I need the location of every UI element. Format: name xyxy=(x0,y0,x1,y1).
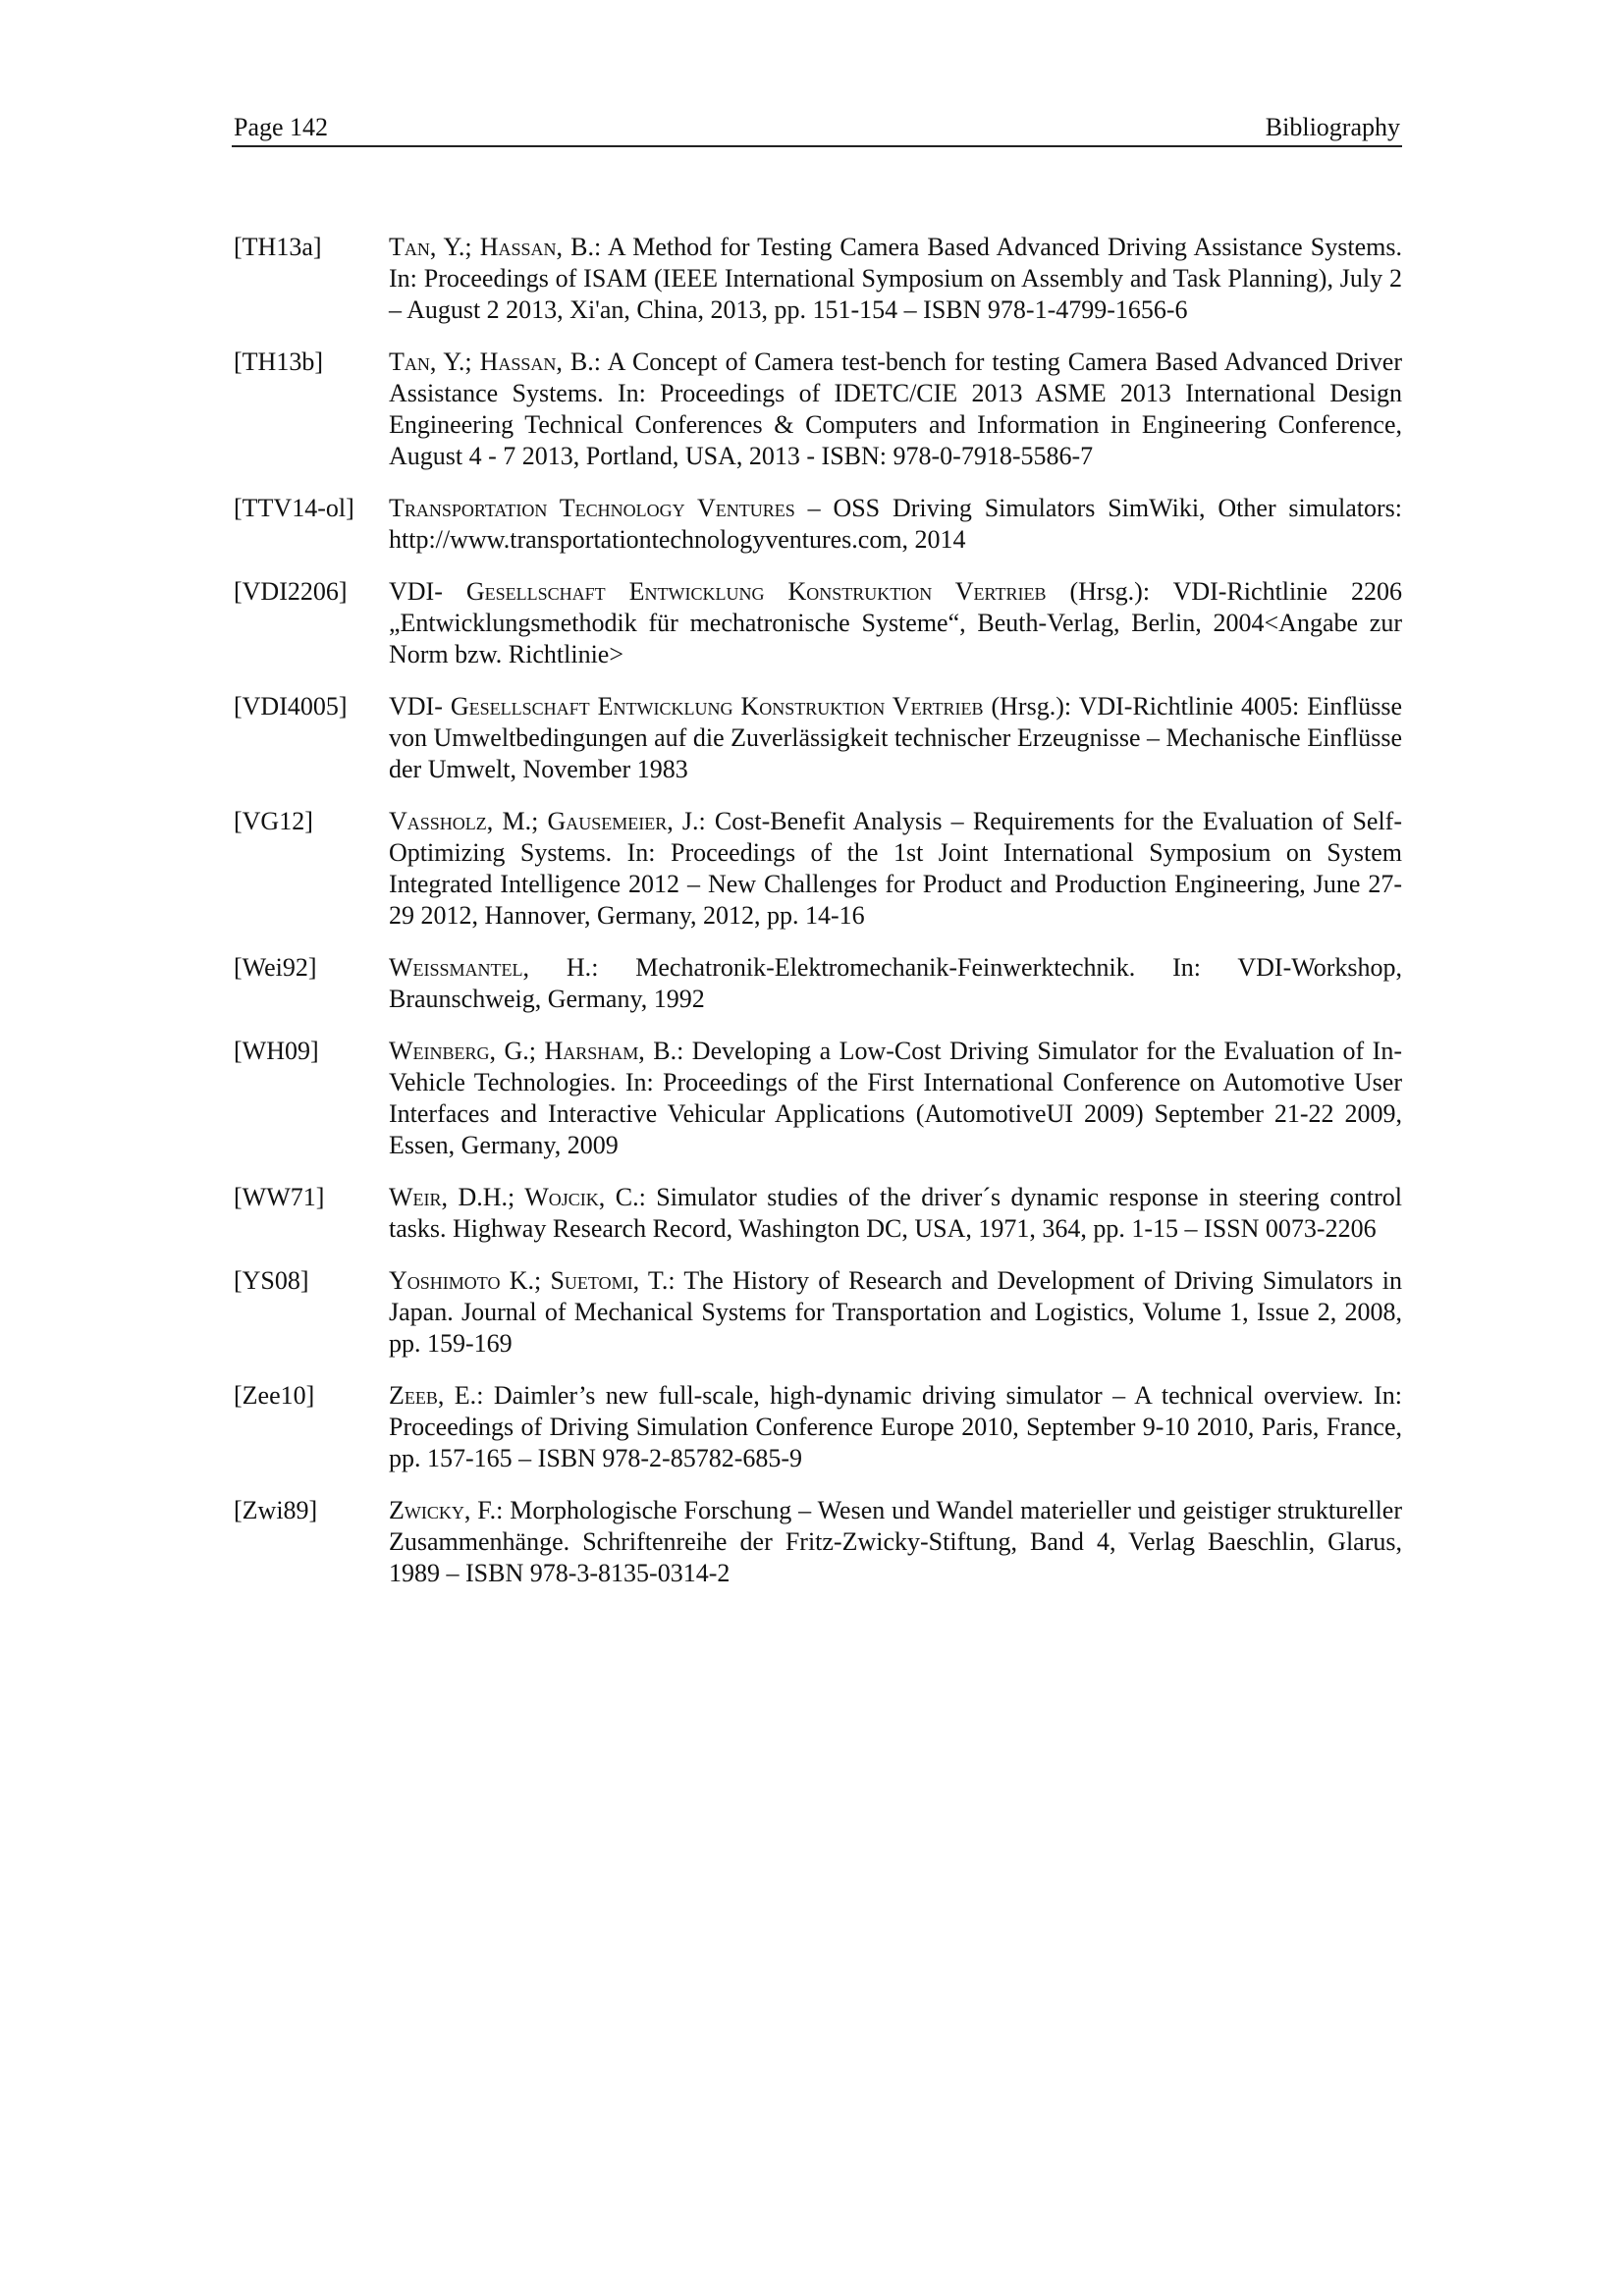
bib-key: [VDI2206] xyxy=(234,577,348,606)
bib-reference xyxy=(389,806,1402,932)
bib-entry xyxy=(234,691,1402,785)
bib-entry xyxy=(234,1380,1402,1474)
bib-reference xyxy=(389,952,1402,1015)
bib-entry xyxy=(234,347,1402,472)
bib-entry xyxy=(234,493,1402,556)
bib-entry xyxy=(234,1182,1402,1245)
bib-key: [WW71] xyxy=(234,1183,325,1211)
bib-entry xyxy=(234,232,1402,326)
bib-entry xyxy=(234,952,1402,1015)
bib-key: [TH13a] xyxy=(234,233,322,261)
page-number: Page 142 xyxy=(234,113,329,141)
bib-details: : Simulator studies of the driver´s dynamic response in steering control tasks. Highway Research Record, Washington DC, USA, 1971, 364, pp. 1-15 – ISSN 0073-2206 xyxy=(389,1183,1403,1243)
bib-authors: Weißmantel, H. xyxy=(389,953,592,982)
bib-authors: VDI- Gesellschaft Entwicklung Konstruktion Vertrieb xyxy=(389,692,984,721)
bib-reference xyxy=(389,576,1402,670)
bib-details: : Cost-Benefit Analysis – Requirements for the Evaluation of Self-Optimizing Systems. In: Proceedings of the 1st Joint International Symposium on System Integrated Intelligence 2012 – New Challenges for Product and Production Engineering, June 27-29 2012, Hannover, Germany, 2012, pp. 14-16 xyxy=(389,807,1402,930)
bib-key: [YS08] xyxy=(234,1266,309,1295)
bib-entry xyxy=(234,1495,1402,1589)
bib-details: : The History of Research and Development of Driving Simulators in Japan. Journal of Mechanical Systems for Transportation and Logistics, Volume 1, Issue 2, 2008, pp. 159-169 xyxy=(389,1266,1403,1358)
bib-authors: Transportation Technology Ventures xyxy=(389,494,795,522)
bibliography-list xyxy=(234,232,1402,1610)
bib-reference xyxy=(389,493,1402,556)
bib-details: : A Concept of Camera test-bench for testing Camera Based Advanced Driver Assistance Systems. In: Proceedings of IDETC/CIE 2013 ASME 2013 International Design Engineering Technical Conferences & Computers and Information in Engineering Conference, August 4 - 7 2013, Portland, USA, 2013 - ISBN: 978-0-7918-5586-7 xyxy=(389,347,1402,470)
bib-entry xyxy=(234,576,1402,670)
bib-authors: Vaßholz, M.; Gausemeier, J. xyxy=(389,807,699,835)
bib-authors: Yoshimoto K.; Suetomi, T. xyxy=(389,1266,669,1295)
section-title: Bibliography xyxy=(1265,113,1400,141)
bib-key: [WH09] xyxy=(234,1037,319,1065)
bib-authors: Zwicky, F. xyxy=(389,1496,497,1524)
bib-authors: Weinberg, G.; Harsham, B. xyxy=(389,1037,677,1065)
bib-details: – OSS Driving Simulators SimWiki, Other simulators: http://www.transportationtechnologyventures.com, 2014 xyxy=(389,494,1402,554)
bib-reference xyxy=(389,1380,1402,1474)
bib-reference xyxy=(389,1036,1402,1161)
bib-key: [VDI4005] xyxy=(234,692,348,721)
bib-authors: Zeeb, E. xyxy=(389,1381,477,1410)
bib-reference xyxy=(389,1495,1402,1589)
bib-entry xyxy=(234,1265,1402,1360)
bib-details: : A Method for Testing Camera Based Advanced Driving Assistance Systems. In: Proceedings of ISAM (IEEE International Symposium on Assembly and Task Planning), July 2 – August 2 2013, Xi'an, China, 2013, pp. 151-154 – ISBN 978-1-4799-1656-6 xyxy=(389,233,1402,324)
bib-entry xyxy=(234,806,1402,932)
bib-key: [TH13b] xyxy=(234,347,323,376)
bib-reference xyxy=(389,1265,1402,1360)
bib-reference xyxy=(389,1182,1402,1245)
bib-key: [TTV14-ol] xyxy=(234,494,354,522)
bib-details: (Hrsg.): VDI-Richtlinie 2206 „Entwicklungsmethodik für mechatronische Systeme“, Beuth-Verlag, Berlin, 2004<Angabe zur Norm bzw. Richtlinie> xyxy=(389,577,1402,668)
bib-entry xyxy=(234,1036,1402,1161)
bib-authors: Tan, Y.; Hassan, B. xyxy=(389,347,594,376)
bib-details: : Mechatronik-Elektromechanik-Feinwerktechnik. In: VDI-Workshop, Braunschweig, Germany, 1992 xyxy=(389,953,1402,1013)
bib-reference xyxy=(389,347,1402,472)
bib-authors: VDI- Gesellschaft Entwicklung Konstruktion Vertrieb xyxy=(389,577,1047,606)
bib-authors: Weir, D.H.; Wojcik, C. xyxy=(389,1183,639,1211)
running-header xyxy=(232,106,1402,147)
bib-key: [VG12] xyxy=(234,807,313,835)
bib-details: (Hrsg.): VDI-Richtlinie 4005: Einflüsse von Umweltbedingungen auf die Zuverlässigkeit technischer Erzeugnisse – Mechanische Einflüsse der Umwelt, November 1983 xyxy=(389,692,1402,783)
bib-authors: Tan, Y.; Hassan, B. xyxy=(389,233,594,261)
bib-reference xyxy=(389,691,1402,785)
bib-details: : Morphologische Forschung – Wesen und Wandel materieller und geistiger struktureller Zusammenhänge. Schriftenreihe der Fritz-Zwicky-Stiftung, Band 4, Verlag Baeschlin, Glarus, 1989 – ISBN 978-3-8135-0314-2 xyxy=(389,1496,1402,1587)
bib-key: [Zee10] xyxy=(234,1381,315,1410)
bib-reference xyxy=(389,232,1402,326)
bib-details: : Developing a Low-Cost Driving Simulator for the Evaluation of In-Vehicle Technologies. In: Proceedings of the First International Conference on Automotive User Interfaces and Interactive Vehicular Applications (AutomotiveUI 2009) September 21-22 2009, Essen, Germany, 2009 xyxy=(389,1037,1402,1159)
bib-key: [Zwi89] xyxy=(234,1496,318,1524)
bib-key: [Wei92] xyxy=(234,953,317,982)
bib-details: : Daimler’s new full-scale, high-dynamic driving simulator – A technical overview. In: Proceedings of Driving Simulation Conference Europe 2010, September 9-10 2010, Paris, France, pp. 157-165 – ISBN 978-2-85782-685-9 xyxy=(389,1381,1402,1472)
